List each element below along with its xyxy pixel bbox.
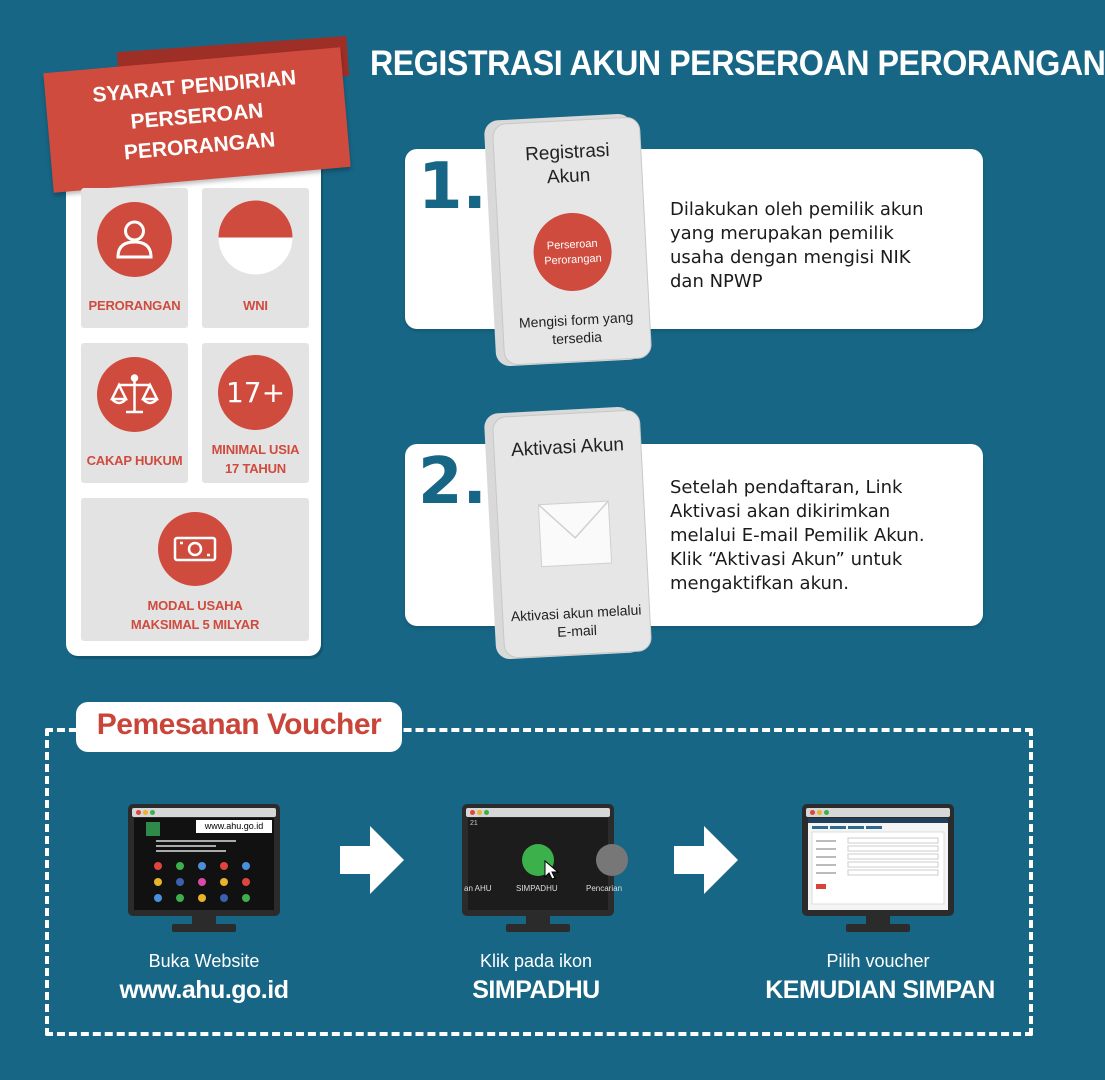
screen-left-label: an AHU	[464, 884, 492, 893]
registrasi-akun-card	[492, 116, 652, 365]
browser-dot	[150, 810, 155, 815]
screen-right-label: Pencarian	[586, 884, 623, 893]
monitor-ahu-website	[128, 804, 280, 916]
simpadhu-screen	[464, 818, 623, 910]
requirement-tile-modal-usaha	[81, 498, 309, 641]
card-footer-line2: E-mail	[556, 621, 598, 640]
money-bill-icon	[158, 512, 232, 586]
requirement-label-line2: 17 TAHUN	[224, 461, 286, 476]
requirement-tile-minimal-usia	[202, 343, 309, 483]
browser-dot	[470, 810, 475, 815]
description-line: melalui E-mail Pemilik Akun.	[670, 525, 925, 546]
description-line: dan NPWP	[670, 271, 763, 292]
voucher-step-1-highlight: www.ahu.go.id	[119, 976, 289, 1004]
monitor-base	[506, 924, 570, 932]
card-footer-line1: Aktivasi akun melalui	[510, 601, 642, 625]
voucher-title: Pemesanan Voucher	[96, 708, 382, 741]
description-line: usaha dengan mengisi NIK	[670, 247, 911, 268]
browser-bar	[806, 808, 950, 817]
ahu-website-screen	[134, 818, 274, 910]
voucher-step-1-caption: Buka Website	[148, 951, 260, 971]
description-line: Setelah pendaftaran, Link	[670, 477, 903, 498]
age-17-plus-icon	[218, 355, 293, 430]
step-1-description	[670, 198, 924, 294]
voucher-step-2-caption: Klik pada ikon	[479, 951, 593, 971]
voucher-step-3-caption: Pilih voucher	[826, 951, 930, 971]
envelope-icon	[537, 500, 612, 568]
screen-center-label: SIMPADHU	[516, 884, 558, 893]
requirement-label	[202, 440, 309, 478]
browser-dot	[824, 810, 829, 815]
card-title	[494, 137, 642, 193]
description-line: Dilakukan oleh pemilik akun	[670, 199, 924, 220]
card-footer	[503, 600, 651, 644]
cursor-icon	[544, 860, 560, 880]
browser-bar	[132, 808, 276, 817]
monitor-voucher-form	[802, 804, 954, 916]
pencarian-icon	[596, 844, 628, 876]
url-label: www.ahu.go.id	[196, 820, 272, 833]
aktivasi-akun-card	[492, 409, 652, 658]
badge-line2: Perorangan	[543, 252, 603, 268]
arrow-right-icon	[340, 826, 404, 894]
card-title-line1: Registrasi	[524, 139, 611, 166]
requirement-label-line1: MINIMAL USIA	[211, 442, 300, 457]
description-line: mengaktifkan akun.	[670, 573, 849, 594]
requirement-label: PERORANGAN	[88, 298, 181, 313]
step-1-number: 1.	[418, 150, 487, 224]
card-footer	[503, 307, 651, 351]
browser-dot	[477, 810, 482, 815]
app-icons-grid	[134, 818, 274, 910]
description-line: Klik “Aktivasi Akun” untuk	[670, 549, 903, 570]
requirement-label: WNI	[243, 298, 268, 313]
browser-dot	[810, 810, 815, 815]
monitor-simpadhu	[462, 804, 623, 916]
description-line: Aktivasi akan dikirimkan	[670, 501, 891, 522]
indonesia-flag-icon	[218, 200, 293, 275]
monitor-base	[172, 924, 236, 932]
card-title-line2: Akun	[546, 164, 591, 189]
requirement-label	[81, 596, 309, 634]
age-17-plus-text: 17+	[225, 376, 286, 409]
voucher-form-mockup	[808, 818, 948, 910]
monitor-base	[846, 924, 910, 932]
requirement-tile-wni	[202, 188, 309, 328]
card-footer-line2: tersedia	[551, 328, 603, 348]
description-line: yang merupakan pemilik	[670, 223, 894, 244]
card-footer-line1: Mengisi form yang	[518, 308, 634, 331]
card-title: Aktivasi Akun	[510, 434, 625, 462]
step-2-description	[670, 476, 925, 596]
voucher-step-3-highlight: KEMUDIAN SIMPAN	[765, 976, 995, 1004]
browser-dot	[136, 810, 141, 815]
perseroan-badge-text	[533, 236, 612, 270]
requirement-tile-cakap-hukum	[81, 343, 188, 483]
perseroan-badge	[532, 211, 614, 293]
requirements-heading-line2: PERSEROAN PERORANGAN	[123, 99, 277, 165]
arrow-right-icon	[674, 826, 738, 894]
browser-dot	[484, 810, 489, 815]
page-title: REGISTRASI AKUN PERSEROAN PERORANGAN	[370, 44, 1105, 83]
voucher-form-screen	[808, 818, 948, 910]
scales-icon	[97, 357, 172, 432]
browser-dot	[143, 810, 148, 815]
person-icon	[97, 202, 172, 277]
browser-bar	[466, 808, 610, 817]
browser-dot	[817, 810, 822, 815]
requirement-tile-perorangan	[81, 188, 188, 328]
requirements-heading-line1: SYARAT PENDIRIAN	[91, 66, 298, 107]
step-2-number: 2.	[418, 445, 487, 519]
requirement-label-line1: MODAL USAHA	[147, 598, 243, 613]
requirement-label-line2: MAKSIMAL 5 MILYAR	[130, 617, 260, 632]
requirement-label: CAKAP HUKUM	[86, 453, 183, 468]
screen-corner-text: 21	[470, 820, 478, 827]
badge-line1: Perseroan	[546, 237, 598, 253]
voucher-step-2-highlight: SIMPADHU	[472, 976, 600, 1004]
